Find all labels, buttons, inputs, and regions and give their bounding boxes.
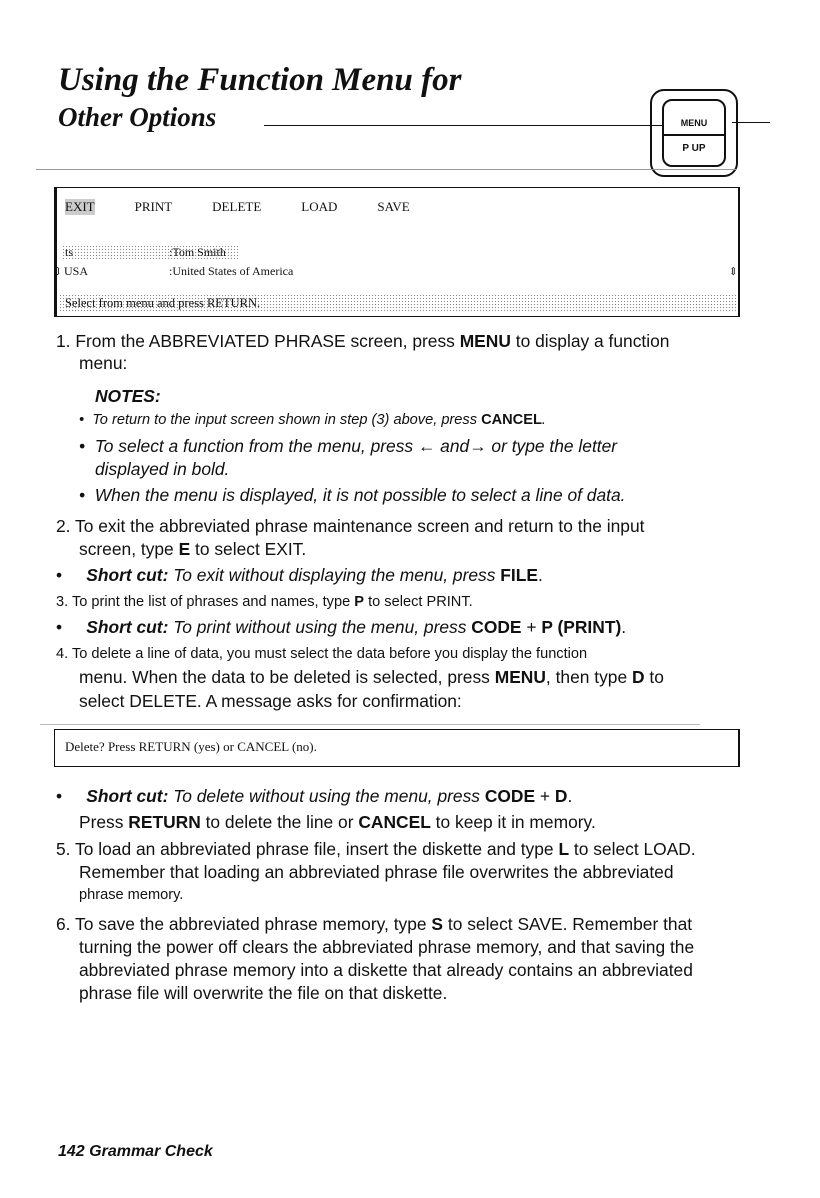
confirm-box bbox=[54, 729, 740, 767]
arrow-left-icon: ← bbox=[417, 436, 436, 456]
press-return: Press RETURN to delete the line or CANCEL to keep it in memory. bbox=[79, 812, 596, 832]
shortcut-print: • Short cut: To print without using the menu, press CODE + P (PRINT). bbox=[56, 617, 627, 637]
phrase-key: ts bbox=[65, 245, 74, 259]
scroll-right-icon: ⇕ bbox=[728, 266, 738, 278]
step-5: 5. To load an abbreviated phrase file, insert the diskette and type L to select LOAD. bbox=[56, 839, 696, 859]
step-6-cont: turning the power off clears the abbreviated phrase memory, and that saving the bbox=[79, 937, 695, 957]
menu-key-icon bbox=[650, 89, 738, 177]
key-label-menu: MENU bbox=[680, 118, 708, 128]
step-5-cont2: phrase memory. bbox=[79, 887, 184, 903]
shortcut-exit: • Short cut: To exit without displaying the menu, press FILE. bbox=[56, 565, 543, 585]
confirm-message: Delete? Press RETURN (yes) or CANCEL (no). bbox=[65, 739, 317, 754]
notes-title: NOTES: bbox=[95, 386, 161, 406]
step-2-cont: screen, type E to select EXIT. bbox=[79, 539, 307, 559]
function-menu-screen bbox=[54, 187, 740, 317]
menu-item-save[interactable]: SAVE bbox=[377, 199, 410, 214]
step-2: 2. To exit the abbreviated phrase maintenance screen and return to the input bbox=[56, 516, 645, 536]
menu-item-print[interactable]: PRINT bbox=[134, 199, 173, 214]
phrase-value: :Tom Smith bbox=[169, 245, 226, 259]
phrase-value: :United States of America bbox=[169, 264, 294, 278]
step-4-cont: menu. When the data to be deleted is selected, press MENU, then type D to bbox=[79, 667, 664, 687]
note-3: • When the menu is displayed, it is not possible to select a line of data. bbox=[79, 485, 626, 505]
header-divider bbox=[36, 169, 736, 170]
step-3: 3. To print the list of phrases and names, type P to select PRINT. bbox=[56, 594, 473, 610]
confirm-shadow bbox=[40, 724, 700, 725]
function-menu-bar bbox=[65, 199, 450, 215]
step-6: 6. To save the abbreviated phrase memory, type S to select SAVE. Remember that bbox=[56, 914, 693, 934]
status-line: Select from menu and press RETURN. bbox=[59, 294, 736, 312]
menu-item-exit[interactable]: EXIT bbox=[65, 199, 95, 214]
arrow-right-icon: → bbox=[469, 436, 487, 456]
step-1: 1. From the ABBREVIATED PHRASE screen, press MENU to display a function bbox=[56, 331, 670, 351]
shortcut-delete: • Short cut: To delete without using the menu, press CODE + D. bbox=[56, 786, 573, 806]
phrase-row-selected[interactable] bbox=[62, 245, 240, 259]
title-rule bbox=[264, 125, 664, 126]
key-divider bbox=[664, 134, 724, 136]
step-5-cont: Remember that loading an abbreviated phrase file overwrites the abbreviated bbox=[79, 862, 674, 882]
section-title-line2: Other Options bbox=[58, 102, 217, 132]
note-2: • To select a function from the menu, press ← and→ or type the letter bbox=[79, 436, 618, 456]
step-6-cont3: phrase file will overwrite the file on that diskette. bbox=[79, 983, 448, 1003]
page-footer: 142 Grammar Check bbox=[58, 1143, 213, 1160]
note-2-cont: displayed in bold. bbox=[95, 459, 230, 479]
key-cap bbox=[662, 99, 726, 167]
phrase-key: USA bbox=[64, 264, 89, 278]
menu-item-delete[interactable]: DELETE bbox=[212, 199, 262, 214]
step-6-cont2: abbreviated phrase memory into a diskette that already contains an abbreviated bbox=[79, 960, 693, 980]
note-1: • To return to the input screen shown in step (3) above, press CANCEL. bbox=[79, 412, 546, 428]
step-1-cont: menu: bbox=[79, 353, 128, 373]
step-4: 4. To delete a line of data, you must select the data before you display the function bbox=[56, 646, 588, 662]
key-label-pup: P UP bbox=[682, 143, 706, 154]
scroll-left-icon: ⇕ bbox=[53, 266, 63, 278]
menu-item-load[interactable]: LOAD bbox=[301, 199, 338, 214]
section-title-line1: Using the Function Menu for bbox=[58, 62, 462, 98]
step-4-cont2: select DELETE. A message asks for confirmation: bbox=[79, 691, 462, 711]
